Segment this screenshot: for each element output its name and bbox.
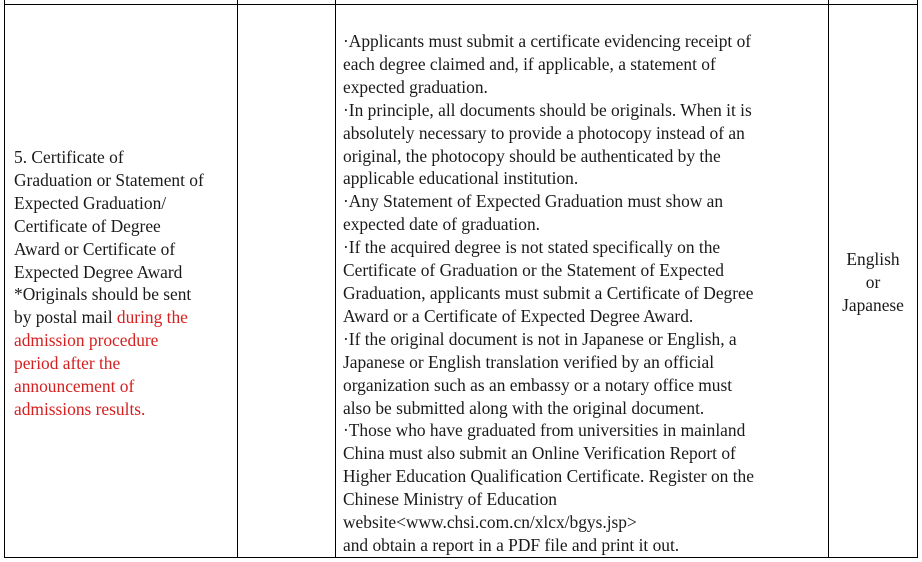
- language-line: English: [846, 249, 900, 269]
- notes-line: each degree claimed and, if applicable, a statement of: [343, 53, 716, 74]
- notes-line: ·In principle, all documents should be originals. When it is: [343, 99, 752, 120]
- mail-timing-highlight-line: admissions results.: [14, 398, 146, 419]
- notes-line: website<www.chsi.com.cn/xlcx/bgys.jsp>: [343, 512, 637, 533]
- mail-timing-highlight-line: announcement of: [14, 376, 135, 397]
- notes-cell: [343, 30, 754, 557]
- column-divider-2: [335, 0, 336, 558]
- notes-line: Higher Education Qualification Certificate. Register on the: [343, 466, 754, 487]
- table-bottom-border: [4, 557, 918, 558]
- document-name-line: Expected Graduation/: [14, 192, 167, 213]
- notes-line: applicable educational institution.: [343, 168, 579, 189]
- document-name-line: Award or Certificate of: [14, 238, 176, 259]
- notes-line: Japanese or English translation verified by an official: [343, 351, 715, 372]
- document-name-mixed-line: [14, 306, 204, 329]
- table-top-border: [4, 4, 918, 5]
- document-name-line: 5. Certificate of: [14, 147, 124, 167]
- notes-line: expected graduation.: [343, 76, 488, 97]
- notes-line: original, the photocopy should be authenticated by the: [343, 145, 721, 166]
- column-divider-1: [237, 0, 238, 558]
- notes-line: absolutely necessary to provide a photocopy instead of an: [343, 122, 745, 143]
- mail-timing-highlight-line: admission procedure: [14, 330, 159, 351]
- notes-line: also be submitted along with the original document.: [343, 397, 705, 418]
- document-name-line: Certificate of Degree: [14, 215, 161, 236]
- notes-line: organization such as an embassy or a notary office must: [343, 374, 733, 395]
- notes-line: ·Any Statement of Expected Graduation must show an: [343, 191, 724, 212]
- notes-line: China must also submit an Online Verification Report of: [343, 443, 736, 464]
- notes-line: ·Those who have graduated from universities in mainland: [343, 420, 746, 441]
- language-line: Japanese: [842, 294, 904, 315]
- document-name-cell: [14, 146, 204, 421]
- notes-line: ·If the acquired degree is not stated specifically on the: [343, 237, 721, 258]
- notes-line: Award or a Certificate of Expected Degree Award.: [343, 305, 694, 326]
- document-name-line: *Originals should be sent: [14, 284, 192, 305]
- notes-line: ·Applicants must submit a certificate evidencing receipt of: [343, 31, 752, 51]
- mail-timing-highlight: during the: [116, 307, 188, 328]
- mail-note-text: by postal mail: [14, 307, 117, 328]
- document-name-line: Graduation or Statement of: [14, 169, 204, 190]
- language-line: or: [865, 271, 881, 292]
- notes-line: ·If the original document is not in Japanese or English, a: [343, 328, 737, 349]
- document-name-line: Expected Degree Award: [14, 261, 183, 282]
- language-cell: [829, 248, 917, 317]
- table-right-border: [917, 0, 918, 558]
- notes-line: expected date of graduation.: [343, 214, 541, 235]
- mail-timing-highlight-line: period after the: [14, 353, 121, 374]
- notes-line: Certificate of Graduation or the Statement of Expected: [343, 260, 724, 281]
- notes-line: Graduation, applicants must submit a Certificate of Degree: [343, 282, 754, 303]
- notes-line: and obtain a report in a PDF file and print it out.: [343, 534, 680, 555]
- table-left-border: [4, 0, 5, 558]
- notes-line: Chinese Ministry of Education: [343, 489, 557, 510]
